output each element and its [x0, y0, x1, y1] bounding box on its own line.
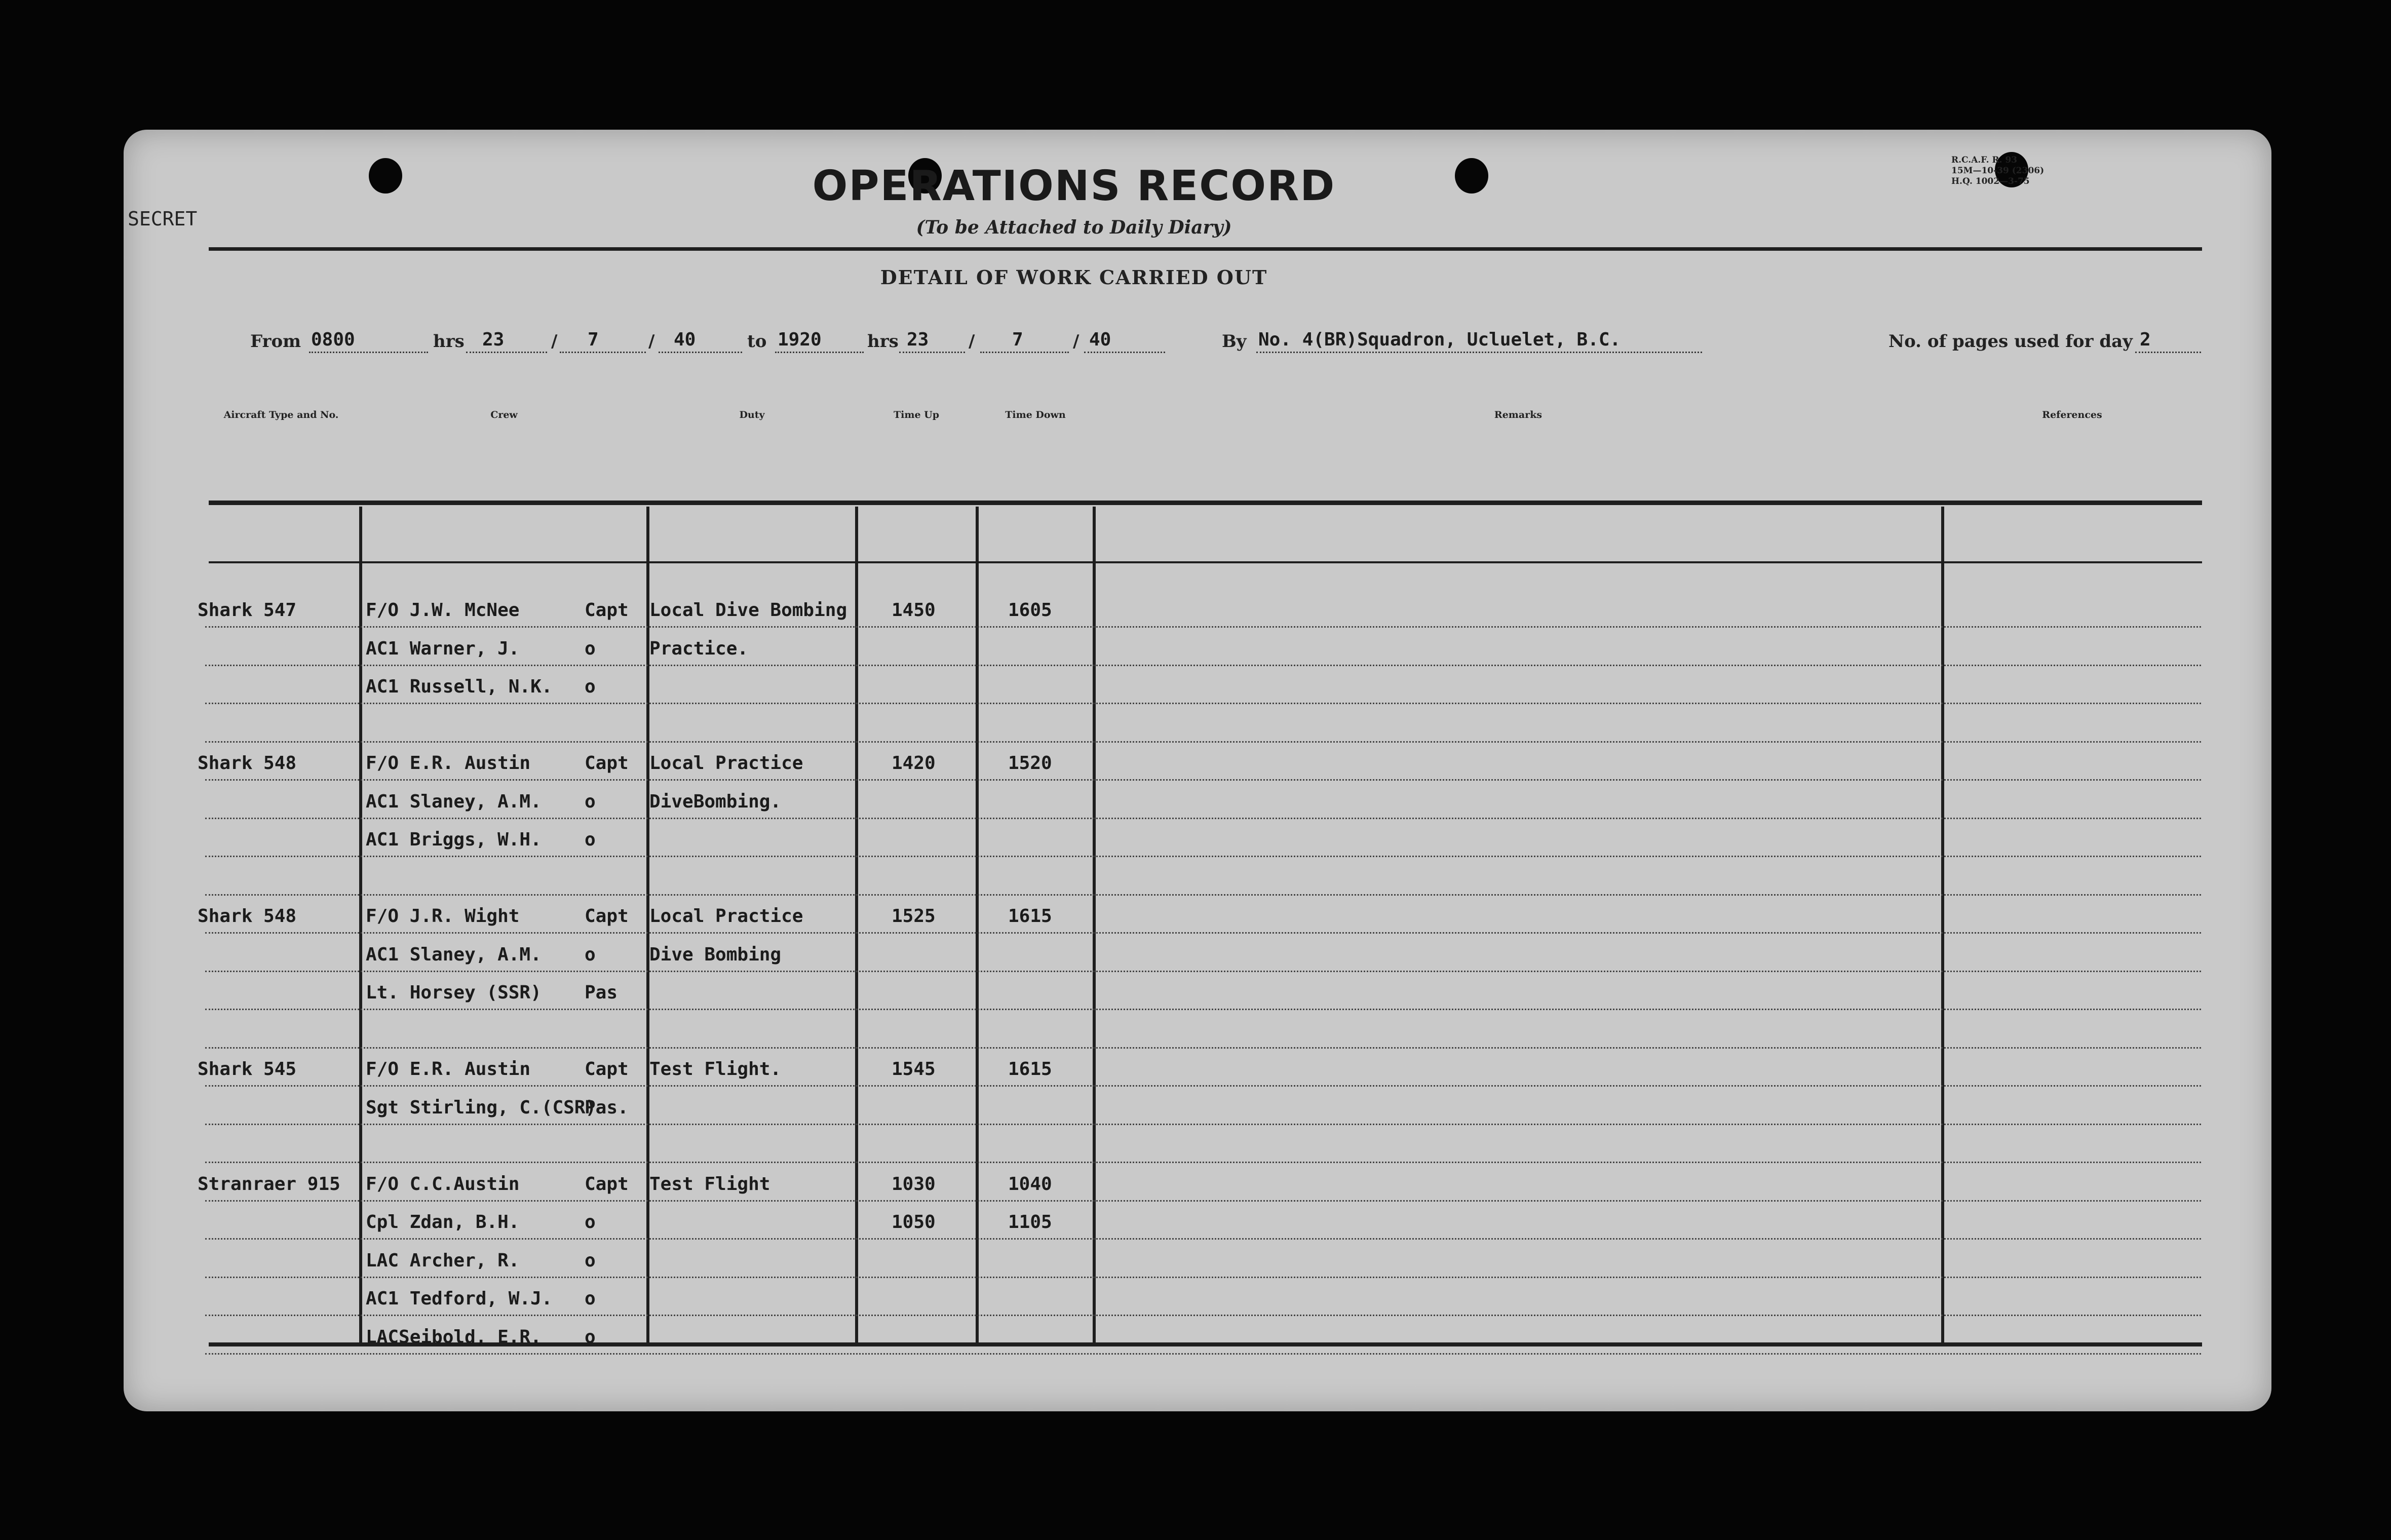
time-down-cell: 1615: [1008, 906, 1052, 927]
crew-cell: LAC Archer, R.: [366, 1250, 520, 1271]
hrs-label: hrs: [433, 331, 465, 352]
row-rule: [205, 856, 2201, 857]
crew-cell: F/O J.R. Wight: [366, 906, 520, 927]
duty-cell: Local Practice: [649, 753, 803, 774]
role-cell: o: [585, 791, 596, 812]
to-year: 40: [1089, 329, 1111, 350]
role-cell: Pas: [585, 982, 618, 1003]
crew-cell: LACSeibold, E.R.: [366, 1327, 542, 1348]
time-up-cell: 1525: [892, 906, 936, 927]
time-up-cell: 1420: [892, 753, 936, 774]
unit-name: No. 4(BR)Squadron, Ucluelet, B.C.: [1258, 329, 1621, 350]
col-references: References: [2042, 409, 2102, 420]
crew-cell: Lt. Horsey (SSR): [366, 982, 542, 1003]
row-rule: [205, 1124, 2201, 1125]
role-cell: o: [585, 1288, 596, 1309]
duty-cell: Test Flight.: [649, 1059, 782, 1080]
time-down-cell: 1520: [1008, 753, 1052, 774]
form-number: R.C.A.F. R. 93 15M—10-39 (2306) H.Q. 1002—3-75: [1951, 155, 2045, 186]
duty-cell: Test Flight: [649, 1174, 770, 1195]
role-cell: o: [585, 1327, 596, 1348]
duty-cell: Local Practice: [649, 906, 803, 927]
row-rule: [205, 1277, 2201, 1278]
col-crew: Crew: [490, 409, 518, 420]
header-divider: [209, 561, 2202, 563]
hrs-label-2: hrs: [867, 331, 899, 352]
crew-cell: F/O J.W. McNee: [366, 600, 520, 621]
role-cell: o: [585, 1212, 596, 1233]
role-cell: o: [585, 638, 596, 659]
crew-cell: AC1 Briggs, W.H.: [366, 829, 542, 850]
table-top-rule: [209, 500, 2202, 505]
row-rule: [205, 703, 2201, 704]
page-title: OPERATIONS RECORD: [812, 162, 1336, 210]
aircraft-cell: Shark 545: [198, 1059, 297, 1080]
row-rule: [205, 1085, 2201, 1087]
role-cell: o: [585, 829, 596, 850]
row-rule: [205, 741, 2201, 743]
by-label: By: [1222, 331, 1247, 352]
to-label: to: [747, 331, 767, 352]
role-cell: Capt: [585, 906, 629, 927]
role-cell: Capt: [585, 1059, 629, 1080]
to-day: 23: [907, 329, 929, 350]
time-up-cell: 1050: [892, 1212, 936, 1233]
duty-cell: DiveBombing.: [649, 791, 782, 812]
top-rule: [209, 247, 2202, 251]
row-rule: [205, 779, 2201, 781]
aircraft-cell: Shark 547: [198, 600, 297, 621]
crew-cell: AC1 Slaney, A.M.: [366, 791, 542, 812]
secret-label: SECRET: [128, 208, 198, 230]
time-down-cell: 1040: [1008, 1174, 1052, 1195]
crew-cell: AC1 Slaney, A.M.: [366, 944, 542, 965]
duty-cell: Local Dive Bombing: [649, 600, 847, 621]
pages-label: No. of pages used for day: [1888, 331, 2133, 352]
col-time-up: Time Up: [893, 409, 940, 420]
row-rule: [205, 626, 2201, 628]
crew-cell: AC1 Warner, J.: [366, 638, 520, 659]
from-month: 7: [588, 329, 599, 350]
aircraft-cell: Shark 548: [198, 753, 297, 774]
to-month: 7: [1012, 329, 1023, 350]
page-subtitle: (To be Attached to Daily Diary): [916, 217, 1232, 238]
row-rule: [205, 1315, 2201, 1316]
pages-count: 2: [2140, 329, 2151, 350]
col-duty: Duty: [739, 409, 765, 420]
detail-heading: DETAIL OF WORK CARRIED OUT: [880, 266, 1268, 289]
role-cell: Capt: [585, 600, 629, 621]
time-up-cell: 1030: [892, 1174, 936, 1195]
time-up-cell: 1545: [892, 1059, 936, 1080]
crew-cell: F/O E.R. Austin: [366, 1059, 531, 1080]
row-rule: [205, 1238, 2201, 1240]
row-rule: [205, 665, 2201, 666]
row-rule: [205, 1162, 2201, 1163]
to-time: 1920: [778, 329, 822, 350]
crew-cell: AC1 Russell, N.K.: [366, 676, 553, 697]
col-time-down: Time Down: [1005, 409, 1066, 420]
aircraft-cell: Shark 548: [198, 906, 297, 927]
crew-cell: Cpl Zdan, B.H.: [366, 1212, 520, 1233]
time-up-cell: 1450: [892, 600, 936, 621]
role-cell: Pas.: [585, 1097, 629, 1118]
time-down-cell: 1605: [1008, 600, 1052, 621]
time-down-cell: 1105: [1008, 1212, 1052, 1233]
row-rule: [205, 932, 2201, 934]
role-cell: Capt: [585, 1174, 629, 1195]
role-cell: o: [585, 944, 596, 965]
crew-cell: AC1 Tedford, W.J.: [366, 1288, 553, 1309]
row-rule: [205, 1047, 2201, 1049]
col-remarks: Remarks: [1494, 409, 1542, 420]
col-aircraft: Aircraft Type and No.: [223, 409, 339, 420]
row-rule: [205, 1009, 2201, 1010]
row-rule: [205, 894, 2201, 896]
row-rule: [205, 971, 2201, 972]
crew-cell: F/O C.C.Austin: [366, 1174, 520, 1195]
row-rule: [205, 1353, 2201, 1355]
from-day: 23: [482, 329, 505, 350]
row-rule: [205, 1200, 2201, 1202]
from-year: 40: [674, 329, 696, 350]
crew-cell: Sgt Stirling, C.(CSR): [366, 1097, 597, 1118]
aircraft-cell: Stranraer 915: [198, 1174, 340, 1195]
time-down-cell: 1615: [1008, 1059, 1052, 1080]
role-cell: Capt: [585, 753, 629, 774]
row-rule: [205, 818, 2201, 819]
punch-hole: [369, 158, 402, 194]
duty-cell: Dive Bombing: [649, 944, 782, 965]
duty-cell: Practice.: [649, 638, 749, 659]
role-cell: o: [585, 676, 596, 697]
from-label: From: [250, 331, 301, 352]
role-cell: o: [585, 1250, 596, 1271]
from-time: 0800: [311, 329, 355, 350]
crew-cell: F/O E.R. Austin: [366, 753, 531, 774]
